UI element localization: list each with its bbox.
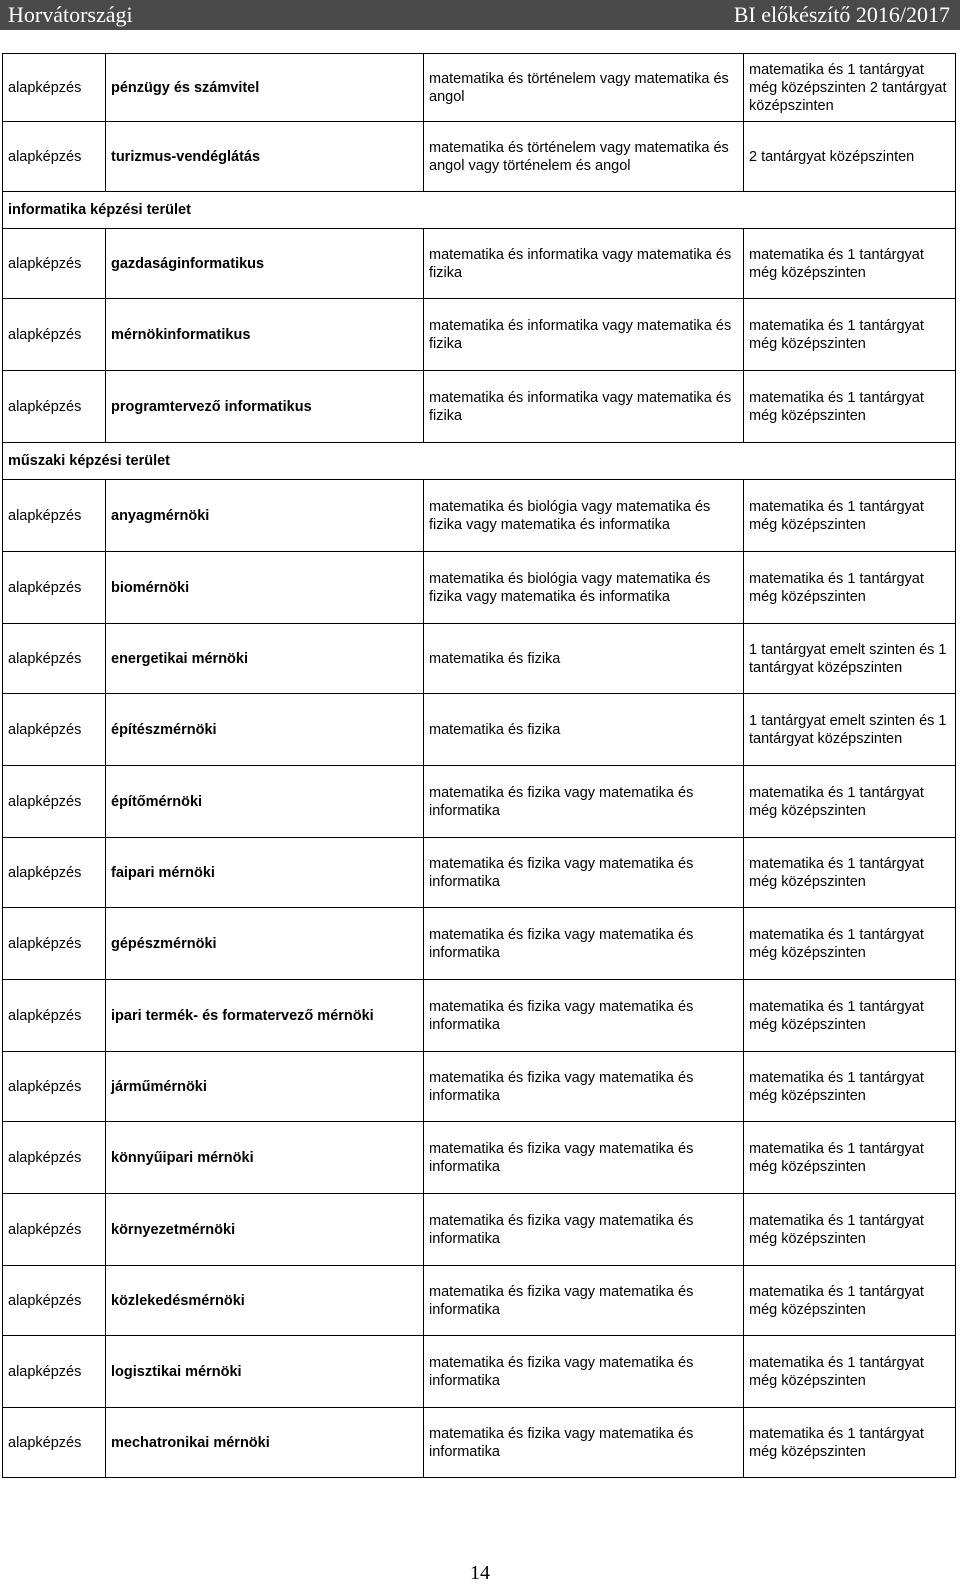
- table-row: [3, 1194, 956, 1266]
- program-name-cell: anyagmérnöki: [106, 480, 424, 552]
- required-subjects-cell: matematika és történelem vagy matematika és angol vagy történelem és angol: [424, 122, 744, 192]
- training-level-cell: alapképzés: [3, 838, 106, 908]
- training-level-cell: alapképzés: [3, 1194, 106, 1266]
- required-subjects-cell: matematika és informatika vagy matematika és fizika: [424, 229, 744, 299]
- table-row: [3, 980, 956, 1052]
- exam-level-cell: matematika és 1 tantárgyat még középszinten: [744, 766, 956, 838]
- required-subjects-cell: matematika és biológia vagy matematika és fizika vagy matematika és informatika: [424, 552, 744, 624]
- required-subjects-cell: matematika és fizika vagy matematika és informatika: [424, 1266, 744, 1336]
- required-subjects-cell: matematika és fizika vagy matematika és informatika: [424, 1122, 744, 1194]
- training-level-cell: alapképzés: [3, 1266, 106, 1336]
- admission-requirements-table: [2, 53, 956, 1478]
- exam-level-cell: matematika és 1 tantárgyat még középszinten: [744, 480, 956, 552]
- program-name-cell: gazdaságinformatikus: [106, 229, 424, 299]
- table-row: [3, 122, 956, 192]
- table-row: [3, 1052, 956, 1122]
- exam-level-cell: 1 tantárgyat emelt szinten és 1 tantárgyat középszinten: [744, 624, 956, 694]
- program-name-cell: környezetmérnöki: [106, 1194, 424, 1266]
- exam-level-cell: matematika és 1 tantárgyat még középszinten: [744, 1194, 956, 1266]
- program-name-cell: járműmérnöki: [106, 1052, 424, 1122]
- page-number: 14: [470, 1562, 490, 1584]
- table-row: [3, 480, 956, 552]
- program-name-cell: pénzügy és számvitel: [106, 54, 424, 122]
- required-subjects-cell: matematika és történelem vagy matematika és angol: [424, 54, 744, 122]
- program-name-cell: ipari termék- és formatervező mérnöki: [106, 980, 424, 1052]
- exam-level-cell: matematika és 1 tantárgyat még középszinten: [744, 980, 956, 1052]
- training-level-cell: alapképzés: [3, 552, 106, 624]
- header-right-title: BI előkészítő 2016/2017: [733, 2, 950, 27]
- table-row: [3, 299, 956, 371]
- exam-level-cell: matematika és 1 tantárgyat még középszinten: [744, 1336, 956, 1408]
- training-level-cell: alapképzés: [3, 624, 106, 694]
- exam-level-cell: matematika és 1 tantárgyat még középszinten: [744, 1052, 956, 1122]
- training-level-cell: alapképzés: [3, 694, 106, 766]
- required-subjects-cell: matematika és fizika vagy matematika és informatika: [424, 1052, 744, 1122]
- training-level-cell: alapképzés: [3, 480, 106, 552]
- required-subjects-cell: matematika és fizika: [424, 694, 744, 766]
- table-row: [3, 1122, 956, 1194]
- program-name-cell: energetikai mérnöki: [106, 624, 424, 694]
- program-name-cell: mérnökinformatikus: [106, 299, 424, 371]
- training-level-cell: alapképzés: [3, 371, 106, 443]
- exam-level-cell: matematika és 1 tantárgyat még középszinten: [744, 1408, 956, 1478]
- program-name-cell: építészmérnöki: [106, 694, 424, 766]
- table-row: [3, 908, 956, 980]
- training-level-cell: alapképzés: [3, 766, 106, 838]
- exam-level-cell: matematika és 1 tantárgyat még középszinten: [744, 1266, 956, 1336]
- training-level-cell: alapképzés: [3, 1408, 106, 1478]
- required-subjects-cell: matematika és informatika vagy matematika és fizika: [424, 299, 744, 371]
- required-subjects-cell: matematika és fizika vagy matematika és informatika: [424, 908, 744, 980]
- table-row: [3, 371, 956, 443]
- training-level-cell: alapképzés: [3, 980, 106, 1052]
- section-title: műszaki képzési terület: [3, 443, 956, 480]
- exam-level-cell: matematika és 1 tantárgyat még középszinten: [744, 1122, 956, 1194]
- exam-level-cell: matematika és 1 tantárgyat még középszinten 2 tantárgyat középszinten: [744, 54, 956, 122]
- training-level-cell: alapképzés: [3, 122, 106, 192]
- table-row: [3, 54, 956, 122]
- program-name-cell: logisztikai mérnöki: [106, 1336, 424, 1408]
- exam-level-cell: matematika és 1 tantárgyat még középszinten: [744, 299, 956, 371]
- training-level-cell: alapképzés: [3, 54, 106, 122]
- exam-level-cell: 1 tantárgyat emelt szinten és 1 tantárgyat középszinten: [744, 694, 956, 766]
- section-header-row: [3, 192, 956, 229]
- section-header-row: [3, 443, 956, 480]
- exam-level-cell: matematika és 1 tantárgyat még középszinten: [744, 908, 956, 980]
- section-title: informatika képzési terület: [3, 192, 956, 229]
- table-row: [3, 766, 956, 838]
- required-subjects-cell: matematika és fizika: [424, 624, 744, 694]
- program-name-cell: közlekedésmérnöki: [106, 1266, 424, 1336]
- training-level-cell: alapképzés: [3, 1122, 106, 1194]
- program-name-cell: programtervező informatikus: [106, 371, 424, 443]
- training-level-cell: alapképzés: [3, 1052, 106, 1122]
- training-level-cell: alapképzés: [3, 229, 106, 299]
- program-name-cell: építőmérnöki: [106, 766, 424, 838]
- table-row: [3, 229, 956, 299]
- page-header: [0, 0, 960, 30]
- table-body: [3, 54, 956, 1478]
- table-row: [3, 624, 956, 694]
- required-subjects-cell: matematika és informatika vagy matematika és fizika: [424, 371, 744, 443]
- required-subjects-cell: matematika és fizika vagy matematika és informatika: [424, 1336, 744, 1408]
- program-name-cell: gépészmérnöki: [106, 908, 424, 980]
- program-name-cell: biomérnöki: [106, 552, 424, 624]
- program-name-cell: turizmus-vendéglátás: [106, 122, 424, 192]
- table-row: [3, 694, 956, 766]
- exam-level-cell: 2 tantárgyat középszinten: [744, 122, 956, 192]
- required-subjects-cell: matematika és fizika vagy matematika és informatika: [424, 1194, 744, 1266]
- program-name-cell: mechatronikai mérnöki: [106, 1408, 424, 1478]
- required-subjects-cell: matematika és biológia vagy matematika és fizika vagy matematika és informatika: [424, 480, 744, 552]
- program-name-cell: faipari mérnöki: [106, 838, 424, 908]
- training-level-cell: alapképzés: [3, 299, 106, 371]
- exam-level-cell: matematika és 1 tantárgyat még középszinten: [744, 371, 956, 443]
- required-subjects-cell: matematika és fizika vagy matematika és informatika: [424, 766, 744, 838]
- training-level-cell: alapképzés: [3, 1336, 106, 1408]
- exam-level-cell: matematika és 1 tantárgyat még középszinten: [744, 838, 956, 908]
- table-row: [3, 1408, 956, 1478]
- exam-level-cell: matematika és 1 tantárgyat még középszinten: [744, 229, 956, 299]
- program-name-cell: könnyűipari mérnöki: [106, 1122, 424, 1194]
- table-row: [3, 1336, 956, 1408]
- required-subjects-cell: matematika és fizika vagy matematika és informatika: [424, 838, 744, 908]
- table-row: [3, 552, 956, 624]
- required-subjects-cell: matematika és fizika vagy matematika és informatika: [424, 1408, 744, 1478]
- exam-level-cell: matematika és 1 tantárgyat még középszinten: [744, 552, 956, 624]
- required-subjects-cell: matematika és fizika vagy matematika és informatika: [424, 980, 744, 1052]
- table-row: [3, 838, 956, 908]
- header-left-title: Horvátországi: [8, 2, 133, 27]
- training-level-cell: alapképzés: [3, 908, 106, 980]
- table-row: [3, 1266, 956, 1336]
